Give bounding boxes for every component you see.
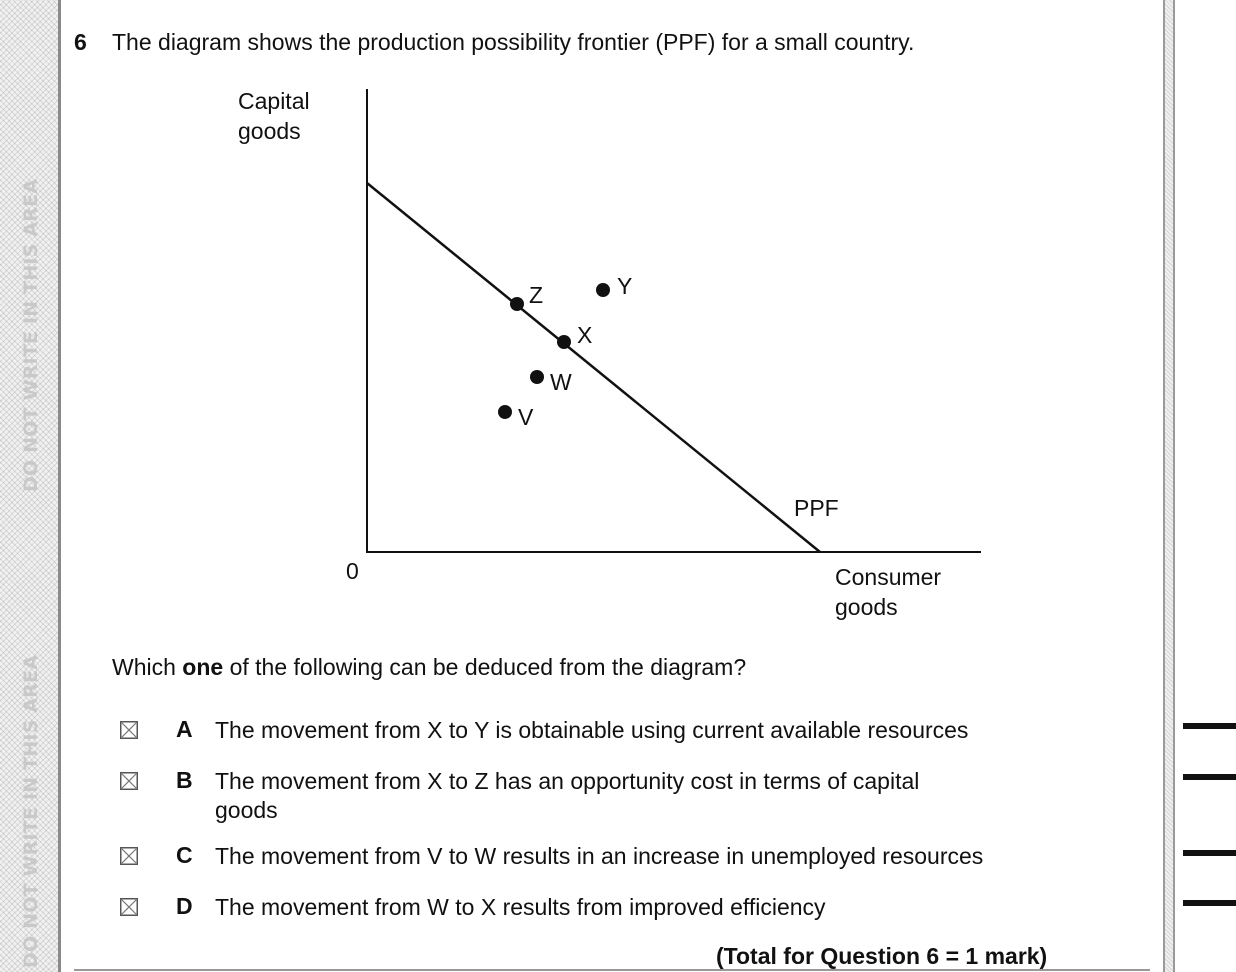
margin-warning-top: DO NOT WRITE IN THIS AREA: [20, 178, 42, 492]
option-letter: B: [176, 767, 193, 793]
point-y: [596, 283, 610, 297]
checkbox-icon[interactable]: [120, 772, 138, 790]
right-margin-mark: [1183, 723, 1236, 729]
right-margin-mark: [1183, 850, 1236, 856]
prompt-before: Which: [112, 654, 183, 680]
option-text: The movement from X to Y is obtainable using current available resources: [215, 717, 969, 743]
x-axis-label-line2: goods: [835, 594, 898, 620]
option-d[interactable]: [120, 893, 1020, 933]
ppf-curve: [367, 183, 820, 552]
question-text: The diagram shows the production possibility frontier (PPF) for a small country.: [112, 29, 915, 55]
total-marks: (Total for Question 6 = 1 mark): [716, 943, 1048, 969]
prompt-after: of the following can be deduced from the diagram?: [223, 654, 747, 680]
bottom-rule: [74, 969, 1150, 971]
point-y-label: Y: [617, 273, 633, 299]
x-axis-label-line1: Consumer: [835, 564, 942, 590]
y-axis-label-line1: Capital: [238, 88, 310, 114]
option-text: The movement from V to W results in an increase in unemployed resources: [215, 843, 984, 869]
option-text: The movement from X to Z has an opportunity cost in terms of capital goods: [215, 768, 920, 823]
checkbox-icon[interactable]: [120, 721, 138, 739]
point-v: [498, 405, 512, 419]
point-z: [510, 297, 524, 311]
option-b[interactable]: [120, 767, 1020, 827]
option-c[interactable]: [120, 842, 1020, 882]
option-letter: A: [176, 716, 193, 742]
point-w: [530, 370, 544, 384]
origin-label: 0: [346, 558, 359, 584]
point-x: [557, 335, 571, 349]
option-text: The movement from W to X results from improved efficiency: [215, 894, 826, 920]
question-prompt: [112, 654, 746, 681]
prompt-emphasis: one: [182, 654, 224, 680]
checkbox-icon[interactable]: [120, 847, 138, 865]
margin-warning-bottom: DO NOT WRITE IN THIS AREA: [20, 654, 42, 968]
option-letter: C: [176, 842, 193, 868]
point-z-label: Z: [529, 282, 544, 308]
right-margin-mark: [1183, 774, 1236, 780]
ppf-label: PPF: [794, 495, 839, 521]
right-margin-mark: [1183, 900, 1236, 906]
y-axis-label-line2: goods: [238, 118, 301, 144]
option-a[interactable]: [120, 716, 1020, 756]
point-v-label: V: [518, 404, 534, 430]
question-number: 6: [74, 29, 87, 55]
option-letter: D: [176, 893, 193, 919]
point-w-label: W: [550, 369, 572, 395]
checkbox-icon[interactable]: [120, 898, 138, 916]
point-x-label: X: [577, 322, 593, 348]
